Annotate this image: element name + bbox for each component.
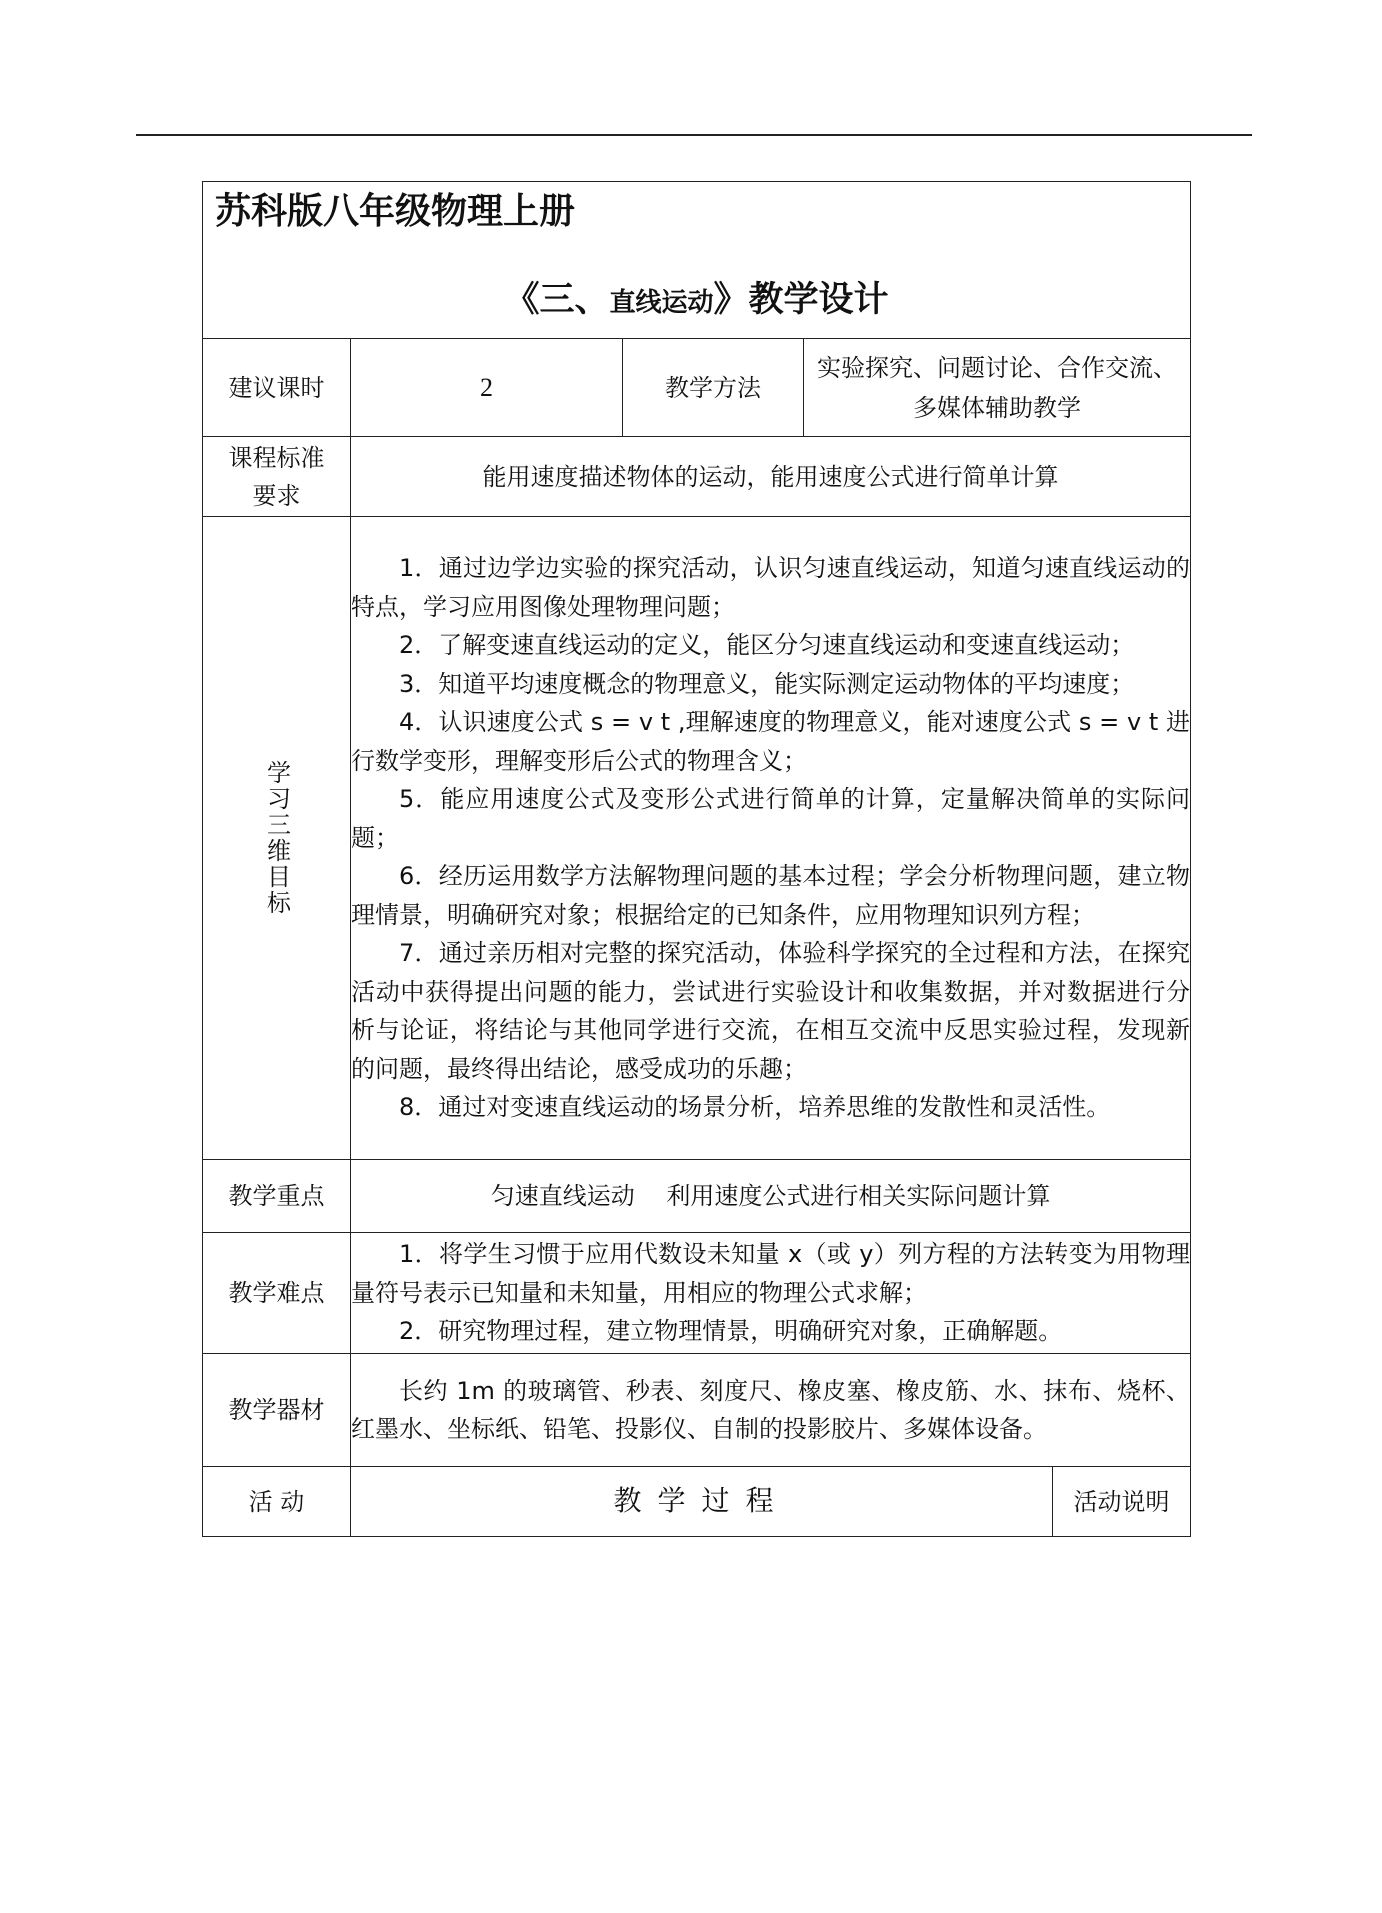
method-value-line2: 多媒体辅助教学	[913, 393, 1082, 422]
goals-label: 学习三维目标	[262, 760, 291, 916]
key-points-value: 匀速直线运动 利用速度公式进行相关实际问题计算	[351, 1160, 1191, 1233]
goals-content	[351, 517, 1191, 1160]
subtitle-topic: 直线运动	[609, 288, 714, 318]
equipment-value: 长约 1m 的玻璃管、秒表、刻度尺、橡皮塞、橡皮筋、水、抹布、烧杯、红墨水、坐标纸、铅笔、投影仪、自制的投影胶片、多媒体设备。	[351, 1376, 1191, 1443]
title-cell	[203, 182, 1191, 339]
subtitle-open: 《三、	[504, 280, 610, 320]
key-points-row	[203, 1160, 1191, 1233]
document-subtitle	[203, 236, 1190, 327]
goal-item: 2．了解变速直线运动的定义，能区分匀速直线运动和变速直线运动；	[399, 631, 1135, 660]
activity-col-label: 活 动	[203, 1467, 351, 1537]
hours-label: 建议课时	[203, 339, 351, 437]
hours-row	[203, 339, 1191, 437]
goal-item: 1．通过边学边实验的探究活动，认识匀速直线运动，知道匀速直线运动的特点，学习应用图像处理物理问题；	[351, 554, 1191, 621]
process-col-cell	[351, 1467, 1053, 1537]
standard-label	[203, 437, 351, 517]
header-rule	[136, 134, 1252, 136]
difficulties-content	[351, 1233, 1191, 1354]
goal-item: 7．通过亲历相对完整的探究活动，体验科学探究的全过程和方法，在探究活动中获得提出问题的能力，尝试进行实验设计和收集数据，并对数据进行分析与论证，将结论与其他同学进行交流，在相互交流中反思实验过程，发现新的问题，最终得出结论，感受成功的乐趣；	[351, 939, 1191, 1083]
lesson-plan-table	[202, 181, 1191, 1537]
difficulty-item: 2．研究物理过程，建立物理情景，明确研究对象，正确解题。	[399, 1317, 1063, 1346]
standard-row	[203, 437, 1191, 517]
method-value-line1: 实验探究、问题讨论、合作交流、	[817, 353, 1178, 382]
process-col-label: 教学过程	[613, 1484, 790, 1517]
difficulties-label: 教学难点	[203, 1233, 351, 1354]
difficulties-row	[203, 1233, 1191, 1354]
goal-item: 4．认识速度公式 s = v t ,理解速度的物理意义，能对速度公式 s = v t 进行数学变形，理解变形后公式的物理含义；	[351, 708, 1191, 775]
difficulty-item: 1．将学生习惯于应用代数设未知量 x（或 y）列方程的方法转变为用物理量符号表示已知量和未知量，用相应的物理公式求解；	[351, 1240, 1191, 1307]
hours-value: 2	[351, 339, 623, 437]
goal-item: 3．知道平均速度概念的物理意义，能实际测定运动物体的平均速度；	[399, 669, 1135, 698]
standard-label-line2: 要求	[252, 481, 301, 510]
subtitle-close: 》教学设计	[713, 280, 889, 320]
method-label: 教学方法	[623, 339, 804, 437]
goals-label-cell	[203, 517, 351, 1160]
goals-row	[203, 517, 1191, 1160]
goal-item: 6．经历运用数学方法解物理问题的基本过程；学会分析物理问题，建立物理情景，明确研究对象；根据给定的已知条件，应用物理知识列方程；	[351, 862, 1191, 929]
standard-label-line1: 课程标准	[228, 443, 325, 472]
key-points-label: 教学重点	[203, 1160, 351, 1233]
equipment-label: 教学器材	[203, 1354, 351, 1467]
title-row	[203, 182, 1191, 339]
equipment-content	[351, 1354, 1191, 1467]
goal-item: 8．通过对变速直线运动的场景分析，培养思维的发散性和灵活性。	[399, 1093, 1111, 1122]
equipment-row	[203, 1354, 1191, 1467]
document-title: 苏科版八年级物理上册	[215, 191, 576, 232]
goal-item: 5．能应用速度公式及变形公式进行简单的计算，定量解决简单的实际问题；	[351, 785, 1191, 852]
notes-col-label: 活动说明	[1053, 1467, 1191, 1537]
activity-header-row	[203, 1467, 1191, 1537]
standard-value: 能用速度描述物体的运动，能用速度公式进行简单计算	[351, 437, 1191, 517]
method-value	[804, 339, 1191, 437]
